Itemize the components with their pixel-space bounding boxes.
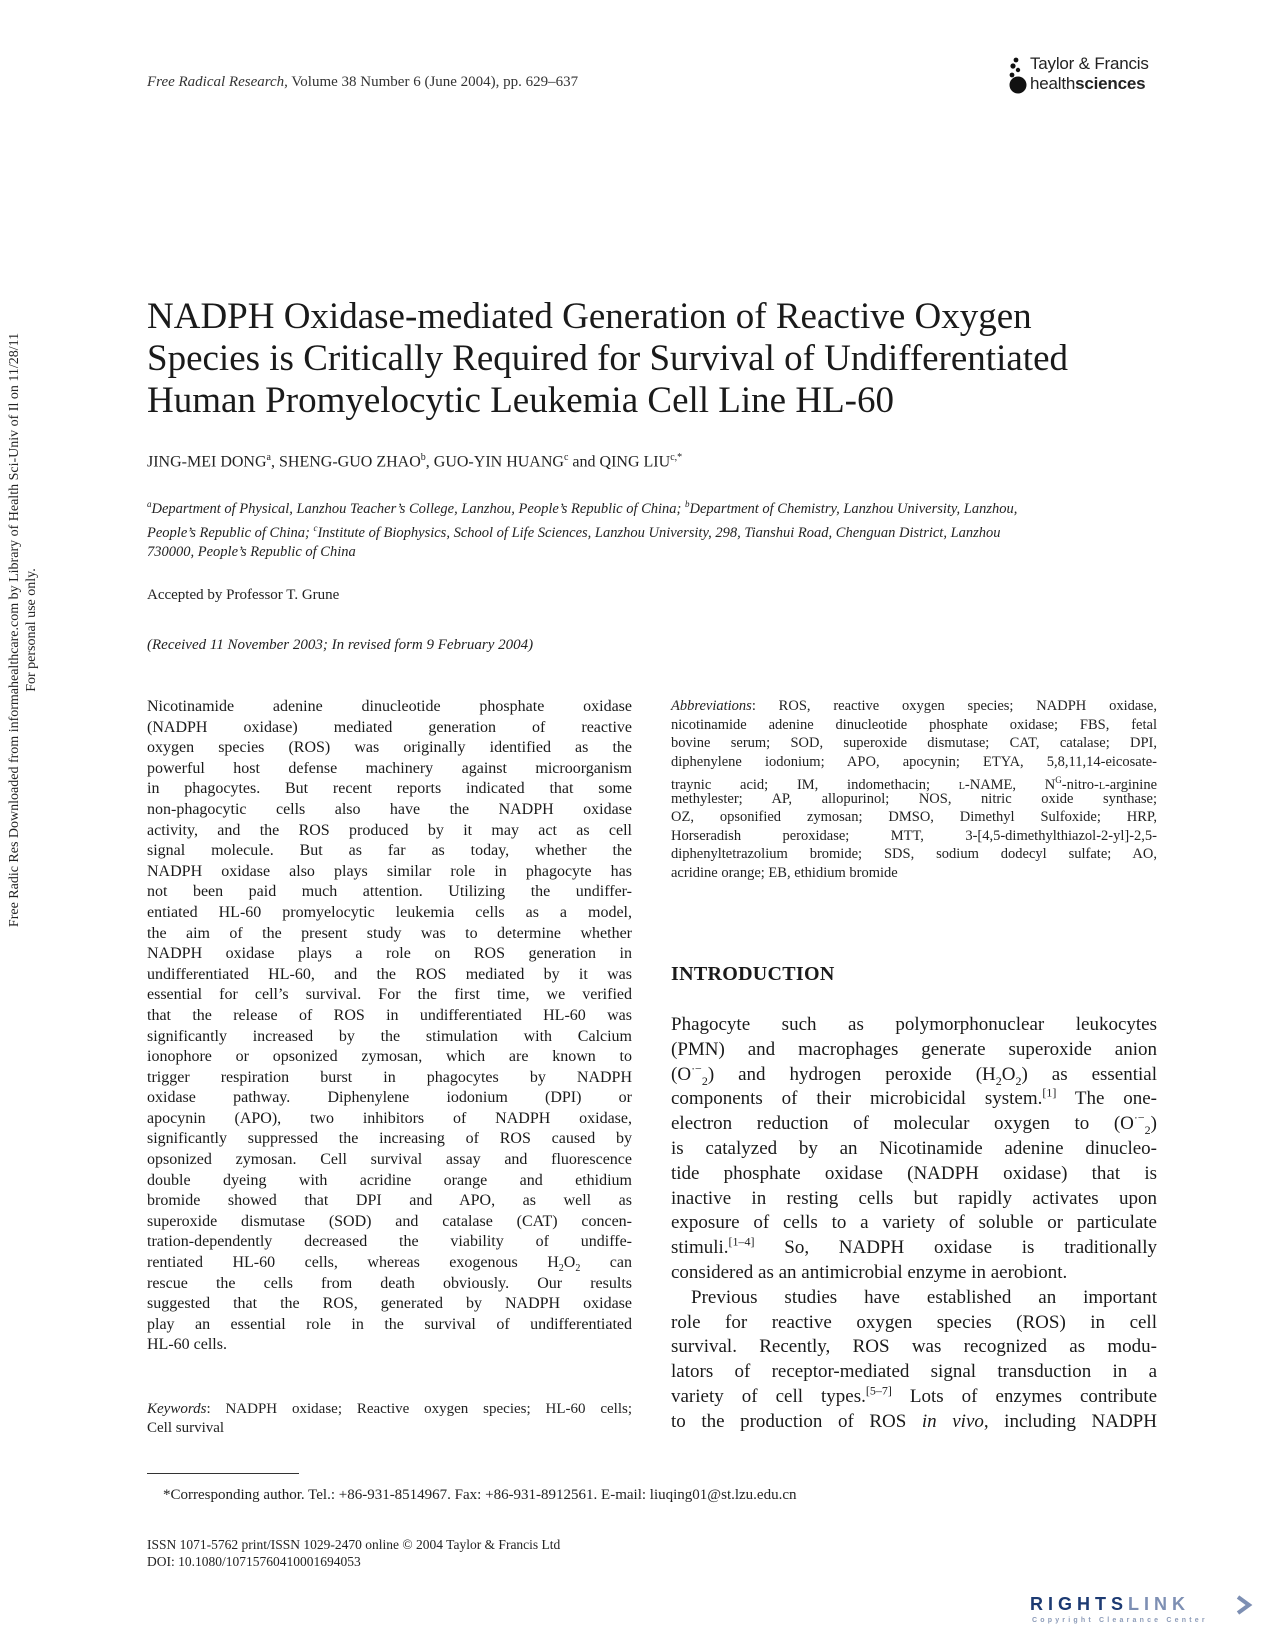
abbreviations: [671, 697, 1157, 882]
abstract-line-23: opsonized zymosan. Cell survival assay and fluorescence: [147, 1151, 632, 1169]
abstract-tail-line-3: play an essential role in the survival of undifferentiated: [147, 1315, 632, 1333]
abbreviations-label: Abbreviations: [671, 698, 752, 714]
abstract-line-19: trigger respiration burst in phagocytes by NADPH: [147, 1068, 632, 1086]
intro-line-6: is catalyzed by an Nicotinamide adenine dinucleo-: [671, 1137, 1157, 1159]
intro-line-7: tide phosphate oxidase (NADPH oxidase) that is: [671, 1162, 1157, 1184]
doi-line: DOI: 10.1080/10715760410001694053: [147, 1554, 361, 1569]
footnote-divider: [147, 1473, 299, 1474]
journal-name: Free Radical Research: [147, 74, 285, 90]
keywords: [147, 1400, 632, 1438]
issn-line: ISSN 1071-5762 print/ISSN 1029-2470 online © 2004 Taylor & Francis Ltd: [147, 1537, 561, 1552]
taylor-francis-logo-icon: [1007, 56, 1029, 94]
abstract-line-14: undifferentiated HL-60, and the ROS mediated by it was: [147, 965, 632, 983]
abstract-line-6: non-phagocytic cells also have the NADPH oxidase: [147, 800, 632, 818]
abstract-line-h2o2: rentiated HL-60 cells, whereas exogenous $H_2O_2$ can: [147, 1254, 633, 1275]
rightslink-wordmark: RIGHTSLINK: [1030, 1594, 1191, 1614]
abbr-line-9: diphenyltetrazolium bromide; SDS, sodium dodecyl sulfate; AO,: [671, 846, 1157, 862]
keywords-line-1: Keywords: NADPH oxidase; Reactive oxygen species; HL-60 cells;: [147, 1401, 632, 1417]
rightslink-tagline: Copyright Clearance Center: [1032, 1617, 1208, 1624]
publisher-division: healthsciences: [1030, 74, 1146, 93]
watermark-line-1: Free Radic Res Downloaded from informahealthcare.com by Library of Health Sci-Univ of Il on 11/28/11: [7, 332, 22, 928]
abstract-line-5: in phagocytes. But recent reports indicated that some: [147, 780, 632, 798]
affiliation-line-3: 730000, People’s Republic of China: [147, 543, 356, 560]
paper-title: [147, 296, 1167, 422]
title-line-1: NADPH Oxidase-mediated Generation of Reactive Oxygen: [147, 296, 1032, 337]
affiliation-line-2: People’s Republic of China; $^c$Institute of Biophysics, School of Life Sciences, Lanzhou University, 298, Tianshui Road, Chenguan District, Lanzhou: [147, 522, 1001, 541]
abstract-line-8: signal molecule. But as far as today, whether the: [147, 842, 632, 860]
abstract-line-13: NADPH oxidase plays a role on ROS generation in: [147, 945, 632, 963]
abbr-line-5: traynic acid; IM, indomethacin; l-NAME, $N^G-nitro-l$-arginine: [671, 775, 1158, 793]
citation-ref: [1]: [1042, 1086, 1057, 1101]
abstract-line-9: NADPH oxidase also plays similar role in phagocyte has: [147, 862, 632, 880]
title-line-2: Species is Critically Required for Survival of Undifferentiated: [147, 338, 1068, 379]
abstract-line-18: ionophore or opsonized zymosan, which are known to: [147, 1048, 632, 1066]
corresponding-author-footnote: *Corresponding author. Tel.: +86-931-8514967. Fax: +86-931-8912561. E-mail: liuqing01@st.lzu.edu.cn: [163, 1487, 797, 1503]
abstract-line-26: superoxide dismutase (SOD) and catalase (CAT) concen-: [147, 1212, 632, 1230]
abstract-line-21: apocynin (APO), two inhibitors of NADPH oxidase,: [147, 1109, 632, 1127]
accepted-by: Accepted by Professor T. Grune: [147, 587, 340, 603]
abstract-line-17: significantly increased by the stimulation with Calcium: [147, 1027, 632, 1045]
abstract-lines: [147, 697, 632, 1253]
intro-line-17: to the production of ROS in vivo, including NADPH: [671, 1410, 1157, 1432]
intro-line-11: considered as an antimicrobial enzyme in aerobiont.: [671, 1261, 1068, 1283]
intro-line-13: role for reactive oxygen species (ROS) in cell: [671, 1311, 1157, 1333]
abstract-line-2: (NADPH oxidase) mediated generation of reactive: [147, 718, 632, 736]
abstract-line-4: powerful host defense machinery against microorganism: [147, 759, 632, 777]
affiliation-line-1: $^a$Department of Physical, Lanzhou Teacher’s College, Lanzhou, People’s Republic of China; $^b$Department of Chemistry, Lanzhou University, Lanzhou,: [147, 499, 1018, 517]
intro-line-15: lators of receptor-mediated signal transduction in a: [671, 1361, 1157, 1383]
abbr-line-3: bovine serum; SOD, superoxide dismutase; CAT, catalase; DPI,: [671, 735, 1157, 751]
citation-ref: [5–7]: [865, 1383, 892, 1398]
abstract-line-20: oxidase pathway. Diphenylene iodonium (DPI) or: [147, 1089, 632, 1107]
received-dates: (Received 11 November 2003; In revised form 9 February 2004): [147, 637, 534, 653]
rightslink-logo[interactable]: [1030, 1594, 1260, 1634]
publisher-logo: [1007, 54, 1167, 98]
intro-line-12: Previous studies have established an important: [691, 1286, 1157, 1308]
abstract-line-22: significantly suppressed the increasing of ROS caused by: [147, 1130, 632, 1148]
intro-line-5: electron reduction of molecular oxygen to $(O^{\cdot-}_2)$: [671, 1110, 1157, 1137]
abstract-last-line: HL-60 cells.: [147, 1336, 227, 1354]
publisher-name: Taylor & Francis: [1030, 54, 1149, 73]
keywords-line-2: Cell survival: [147, 1420, 225, 1436]
abstract-line-7: activity, and the ROS produced by it may act as cell: [147, 821, 632, 839]
abbr-line-1: Abbreviations: ROS, reactive oxygen species; NADPH oxidase,: [671, 698, 1157, 714]
intro-line-9: exposure of cells to a variety of soluble or particulate: [671, 1212, 1157, 1234]
abstract-tail-line-1: rescue the cells from death obviously. Our results: [147, 1274, 632, 1292]
download-watermark: [6, 80, 66, 1180]
abbr-line-2: nicotinamide adenine dinucleotide phosphate oxidase; FBS, fetal: [671, 716, 1157, 733]
intro-line-1: Phagocyte such as polymorphonuclear leukocytes: [671, 1014, 1157, 1035]
journal-citation: [147, 74, 578, 91]
abbr-line-6: methylester; AP, allopurinol; NOS, nitric oxide synthase;: [671, 790, 1157, 807]
intro-line-3: $(O^{\cdot-}_2)$ and hydrogen peroxide $(H_2O_2)$ as essential: [671, 1061, 1157, 1088]
abstract-line-12: the aim of the present study was to determine whether: [147, 924, 632, 942]
intro-line-14: survival. Recently, ROS was recognized as modu-: [671, 1336, 1157, 1358]
intro-line-2: (PMN) and macrophages generate superoxide anion: [671, 1038, 1157, 1060]
issn-doi: [147, 1536, 560, 1570]
abstract-line-1: Nicotinamide adenine dinucleotide phosphate oxidase: [147, 698, 632, 715]
section-heading-introduction: INTRODUCTION: [671, 963, 835, 985]
citation-ref: [1–4]: [728, 1234, 755, 1249]
introduction-body: [671, 1013, 1157, 1435]
abbr-line-8: Horseradish peroxidase; MTT, 3-[4,5-dimethylthiazol-2-yl]-2,5-: [671, 827, 1157, 844]
intro-line-4: components of their microbicidal system.[1] The one-: [671, 1086, 1157, 1110]
journal-details: , Volume 38 Number 6 (June 2004), pp. 629–637: [284, 74, 579, 90]
abstract-line-27: tration-dependently decreased the viability of undiffe-: [147, 1233, 632, 1251]
abstract-line-24: double dyeing with acridine orange and ethidium: [147, 1171, 632, 1189]
intro-line-10: stimuli.[1–4] So, NADPH oxidase is traditionally: [671, 1234, 1157, 1259]
abstract-line-15: essential for cell’s survival. For the first time, we verified: [147, 986, 632, 1004]
abstract: [147, 697, 632, 1356]
rightslink-arrow-icon: [1235, 1595, 1253, 1615]
abstract-line-10: not been paid much attention. Utilizing the undiffer-: [147, 883, 632, 901]
intro-line-16: variety of cell types.[5–7] Lots of enzymes contribute: [671, 1383, 1158, 1407]
abstract-line-16: that the release of ROS in undifferentiated HL-60 was: [147, 1006, 632, 1024]
title-line-3: Human Promyelocytic Leukemia Cell Line HL-60: [147, 380, 894, 421]
watermark-line-2: For personal use only.: [24, 568, 39, 692]
abbr-line-10: acridine orange; EB, ethidium bromide: [671, 864, 898, 881]
abstract-line-3: oxygen species (ROS) was originally identified as the: [147, 739, 632, 757]
abstract-line-11: entiated HL-60 promyelocytic leukemia cells as a model,: [147, 903, 632, 921]
affiliations: [147, 495, 1167, 562]
abstract-tail-lines: [147, 1274, 632, 1336]
intro-line-8: inactive in resting cells but rapidly activates upon: [671, 1187, 1157, 1209]
abbr-line-7: OZ, opsonified zymosan; DMSO, Dimethyl Sulfoxide; HRP,: [671, 809, 1157, 825]
author-list: JING-MEI DONG$^a$, SHENG-GUO ZHAO$^b$, GUO-YIN HUANG$^c$ and QING $LIU^{c,*}$: [147, 452, 683, 471]
abstract-line-25: bromide showed that DPI and APO, as well as: [147, 1192, 632, 1210]
keywords-label: Keywords: [147, 1401, 207, 1417]
abstract-tail-line-2: suggested that the ROS, generated by NADPH oxidase: [147, 1295, 632, 1313]
abbr-line-4: diphenylene iodonium; APO, apocynin; ETYA, 5,8,11,14-eicosate-: [671, 753, 1157, 770]
